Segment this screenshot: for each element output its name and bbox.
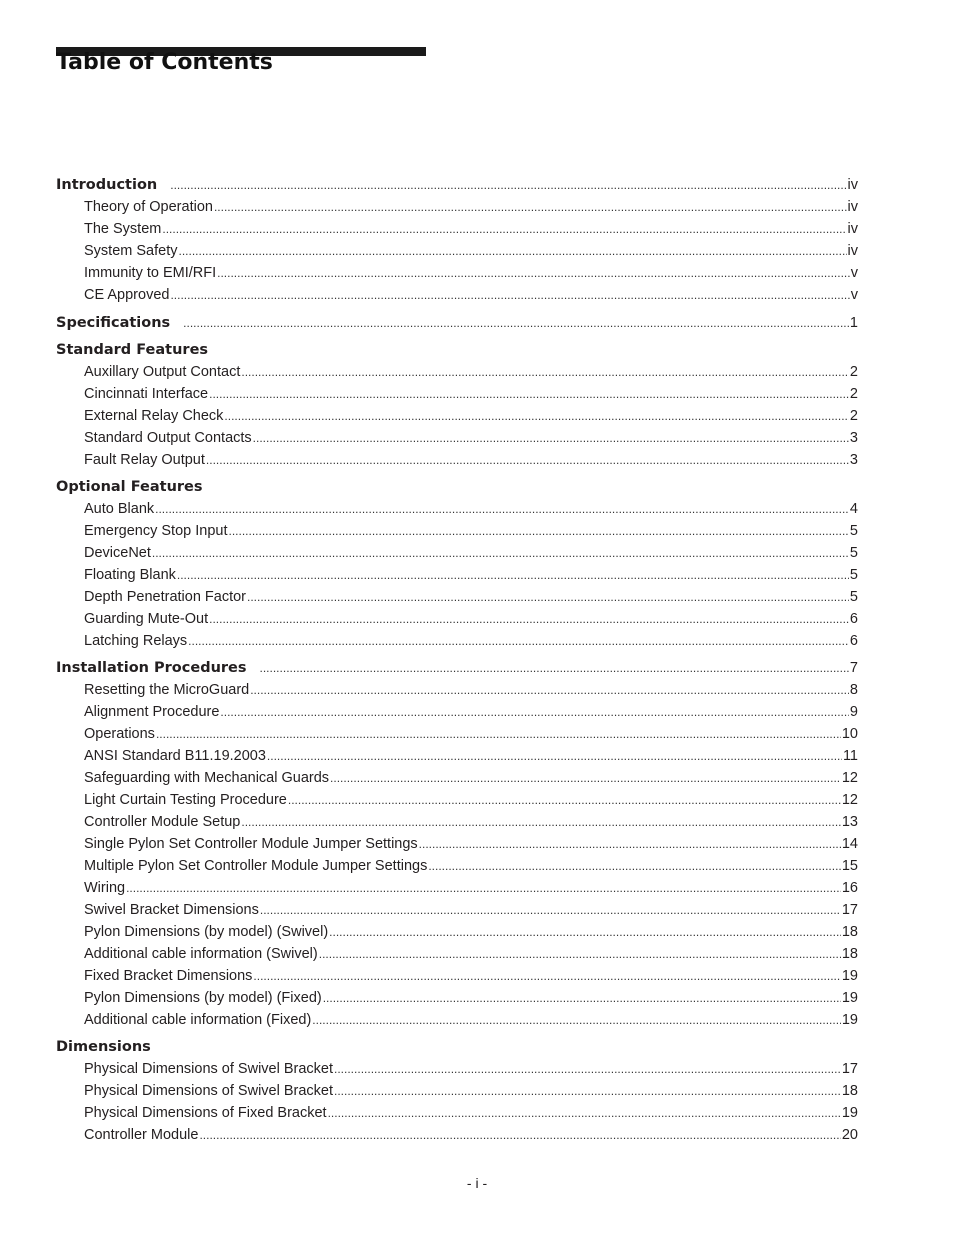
toc-entry-label: DeviceNet [84, 545, 151, 561]
toc-page-number: 12 [841, 770, 858, 786]
toc-entry[interactable] [56, 1124, 858, 1146]
toc-entry-label: Theory of Operation [84, 199, 213, 215]
toc-dot-leader [156, 723, 841, 745]
toc-entry-label: Physical Dimensions of Fixed Bracket [84, 1105, 327, 1121]
toc-entry-label: Single Pylon Set Controller Module Jumper Settings [84, 836, 418, 852]
toc-dot-leader [155, 498, 849, 520]
toc-page-number: 7 [849, 660, 858, 676]
toc-page-number: 20 [841, 1127, 858, 1143]
toc-page-number: 19 [841, 1105, 858, 1121]
toc-entry[interactable] [56, 987, 858, 1009]
toc-entry[interactable] [56, 427, 858, 449]
toc-entry[interactable] [56, 899, 858, 921]
toc-entry-label: Additional cable information (Fixed) [84, 1012, 312, 1028]
toc-page-number: 18 [841, 924, 858, 940]
toc-entry-label: Wiring [84, 880, 126, 896]
toc-dot-leader [334, 1058, 841, 1080]
toc-dot-leader [267, 745, 842, 767]
toc-page-number: v [850, 265, 858, 281]
toc-page-number: 4 [849, 501, 858, 517]
toc-entry-label: Pylon Dimensions (by model) (Fixed) [84, 990, 322, 1006]
toc-entry-label: Immunity to EMI/RFI [84, 265, 217, 281]
toc-page-number: iv [847, 177, 858, 193]
toc-page-number: 13 [841, 814, 858, 830]
toc-page-number: 18 [841, 1083, 858, 1099]
toc-entry-label: Emergency Stop Input [84, 523, 228, 539]
toc-dot-leader [247, 586, 849, 608]
toc-dot-leader [428, 855, 841, 877]
toc-entry-label: System Safety [84, 243, 178, 259]
toc-page-number: 9 [849, 704, 858, 720]
toc-page-number: v [850, 287, 858, 303]
toc-section-heading[interactable] [56, 476, 858, 498]
toc-page-number: 8 [849, 682, 858, 698]
toc-entry-label: Multiple Pylon Set Controller Module Jumper Settings [84, 858, 428, 874]
toc-dot-leader [199, 1124, 840, 1146]
toc-heading-label: Specifications [56, 315, 171, 331]
toc-dot-leader [330, 767, 841, 789]
toc-dot-leader [250, 679, 849, 701]
toc-entry-label: Safeguarding with Mechanical Guards [84, 770, 330, 786]
toc-dot-leader [323, 987, 841, 1009]
toc-entry[interactable] [56, 855, 858, 877]
toc-dot-leader [312, 1009, 841, 1031]
toc-page-number: 5 [849, 545, 858, 561]
toc-entry-label: Physical Dimensions of Swivel Bracket [84, 1061, 334, 1077]
toc-entry[interactable] [56, 811, 858, 833]
toc-entry-label: Pylon Dimensions (by model) (Swivel) [84, 924, 329, 940]
toc-dot-leader [329, 921, 841, 943]
toc-page-number: 2 [849, 364, 858, 380]
toc-entry-label: Resetting the MicroGuard [84, 682, 250, 698]
toc-entry-label: Auto Blank [84, 501, 155, 517]
toc-dot-leader [241, 361, 849, 383]
toc-dot-leader [162, 218, 846, 240]
toc-dot-leader [178, 240, 846, 262]
toc-page-number: 2 [849, 386, 858, 402]
toc-entry-label: Physical Dimensions of Swivel Bracket [84, 1083, 334, 1099]
toc-page-number: 5 [849, 589, 858, 605]
toc-dot-leader [334, 1080, 841, 1102]
toc-entry-label: Controller Module [84, 1127, 199, 1143]
toc-entry[interactable] [56, 240, 858, 262]
toc-page-number: 2 [849, 408, 858, 424]
toc-page-number: 11 [842, 748, 858, 764]
toc-entry-label: ANSI Standard B11.19.2003 [84, 748, 266, 764]
toc-entry[interactable] [56, 767, 858, 789]
toc-dot-leader [206, 449, 849, 471]
toc-dot-leader [224, 405, 849, 427]
toc-dot-leader [209, 608, 849, 630]
toc-entry[interactable] [56, 701, 858, 723]
toc-page-number: 17 [841, 902, 858, 918]
toc-page-number: 19 [841, 1012, 858, 1028]
toc-dot-leader [260, 657, 849, 679]
toc-page-number: 12 [841, 792, 858, 808]
toc-page-number: 5 [849, 523, 858, 539]
toc-page-number: 6 [849, 611, 858, 627]
toc-page-number: 18 [841, 946, 858, 962]
toc-page-number: 10 [841, 726, 858, 742]
toc-entry[interactable] [56, 498, 858, 520]
toc-entry[interactable] [56, 262, 858, 284]
toc-entry-label: Auxillary Output Contact [84, 364, 241, 380]
toc-entry-label: Standard Output Contacts [84, 430, 252, 446]
toc-heading-label: Optional Features [56, 479, 203, 495]
toc-heading-label: Dimensions [56, 1039, 151, 1055]
toc-entry-label: Cincinnati Interface [84, 386, 209, 402]
toc-dot-leader [419, 833, 841, 855]
toc-page-number: iv [847, 199, 858, 215]
toc-entry-label: CE Approved [84, 287, 170, 303]
toc-dot-leader [152, 542, 849, 564]
toc-page-number: 5 [849, 567, 858, 583]
toc-entry-label: Fixed Bracket Dimensions [84, 968, 253, 984]
toc-section-heading[interactable] [56, 1036, 858, 1058]
toc-entry[interactable] [56, 586, 858, 608]
toc-dot-leader [241, 811, 840, 833]
toc-heading-label: Installation Procedures [56, 660, 247, 676]
toc-dot-leader [183, 312, 849, 334]
page-number-footer: - i - [466, 1175, 488, 1191]
toc-page-number: iv [847, 243, 858, 259]
toc-entry-label: Fault Relay Output [84, 452, 205, 468]
toc-entry[interactable] [56, 564, 858, 586]
toc-entry-label: Latching Relays [84, 633, 188, 649]
page-title: Table of Contents [56, 50, 273, 75]
toc-dot-leader [177, 564, 849, 586]
toc-entry[interactable] [56, 723, 858, 745]
toc-entry[interactable] [56, 877, 858, 899]
toc-entry[interactable] [56, 520, 858, 542]
toc-entry[interactable] [56, 1102, 858, 1124]
toc-entry[interactable] [56, 943, 858, 965]
toc-section-heading[interactable] [56, 339, 858, 361]
toc-dot-leader [288, 789, 841, 811]
toc-dot-leader [209, 383, 849, 405]
toc-page-number: 17 [841, 1061, 858, 1077]
toc-page-number: 14 [841, 836, 858, 852]
toc-page-number: 1 [849, 315, 858, 331]
toc-entry-label: Alignment Procedure [84, 704, 220, 720]
toc-page-number: 16 [841, 880, 858, 896]
toc-page-number: 3 [849, 430, 858, 446]
toc-section-heading[interactable] [56, 657, 858, 679]
toc-entry-label: Light Curtain Testing Procedure [84, 792, 287, 808]
toc-page-number: 6 [849, 633, 858, 649]
toc-entry[interactable] [56, 679, 858, 701]
toc-dot-leader [253, 965, 840, 987]
toc-entry[interactable] [56, 921, 858, 943]
toc-entry[interactable] [56, 1058, 858, 1080]
toc-page-number: 15 [841, 858, 858, 874]
toc-entry[interactable] [56, 630, 858, 652]
toc-entry-label: Floating Blank [84, 567, 176, 583]
toc-entry[interactable] [56, 405, 858, 427]
toc-entry[interactable] [56, 608, 858, 630]
toc-page-number: 19 [841, 990, 858, 1006]
toc-dot-leader [328, 1102, 841, 1124]
toc-dot-leader [170, 174, 846, 196]
toc-section-heading[interactable] [56, 174, 858, 196]
toc-dot-leader [319, 943, 841, 965]
toc-entry[interactable] [56, 383, 858, 405]
toc-entry[interactable] [56, 745, 858, 767]
toc-heading-label: Standard Features [56, 342, 209, 358]
toc-entry[interactable] [56, 965, 858, 987]
toc-entry[interactable] [56, 833, 858, 855]
toc-entry[interactable] [56, 361, 858, 383]
toc-page-number: iv [847, 221, 858, 237]
toc-entry-label: Operations [84, 726, 155, 742]
toc-dot-leader [253, 427, 849, 449]
toc-entry[interactable] [56, 196, 858, 218]
toc-dot-leader [228, 520, 848, 542]
toc-page-number: 3 [849, 452, 858, 468]
toc-dot-leader [214, 196, 847, 218]
toc-entry-label: External Relay Check [84, 408, 224, 424]
toc-entry[interactable] [56, 449, 858, 471]
toc-entry[interactable] [56, 284, 858, 306]
toc-entry-label: Swivel Bracket Dimensions [84, 902, 259, 918]
toc-dot-leader [217, 262, 850, 284]
toc-section-heading[interactable] [56, 312, 858, 334]
toc-entry-label: Additional cable information (Swivel) [84, 946, 318, 962]
toc-heading-label: Introduction [56, 177, 158, 193]
toc-entry[interactable] [56, 1009, 858, 1031]
toc-dot-leader [260, 899, 841, 921]
toc-page-number: 19 [841, 968, 858, 984]
toc-entry-label: The System [84, 221, 162, 237]
toc-entry[interactable] [56, 218, 858, 240]
toc-entry[interactable] [56, 542, 858, 564]
toc-entry[interactable] [56, 789, 858, 811]
toc-dot-leader [126, 877, 841, 899]
toc-entry-label: Controller Module Setup [84, 814, 241, 830]
toc-entry-label: Guarding Mute-Out [84, 611, 209, 627]
toc-entry-label: Depth Penetration Factor [84, 589, 247, 605]
toc-dot-leader [188, 630, 849, 652]
toc-entry[interactable] [56, 1080, 858, 1102]
toc-dot-leader [220, 701, 849, 723]
toc-dot-leader [170, 284, 849, 306]
table-of-contents [56, 174, 858, 1146]
